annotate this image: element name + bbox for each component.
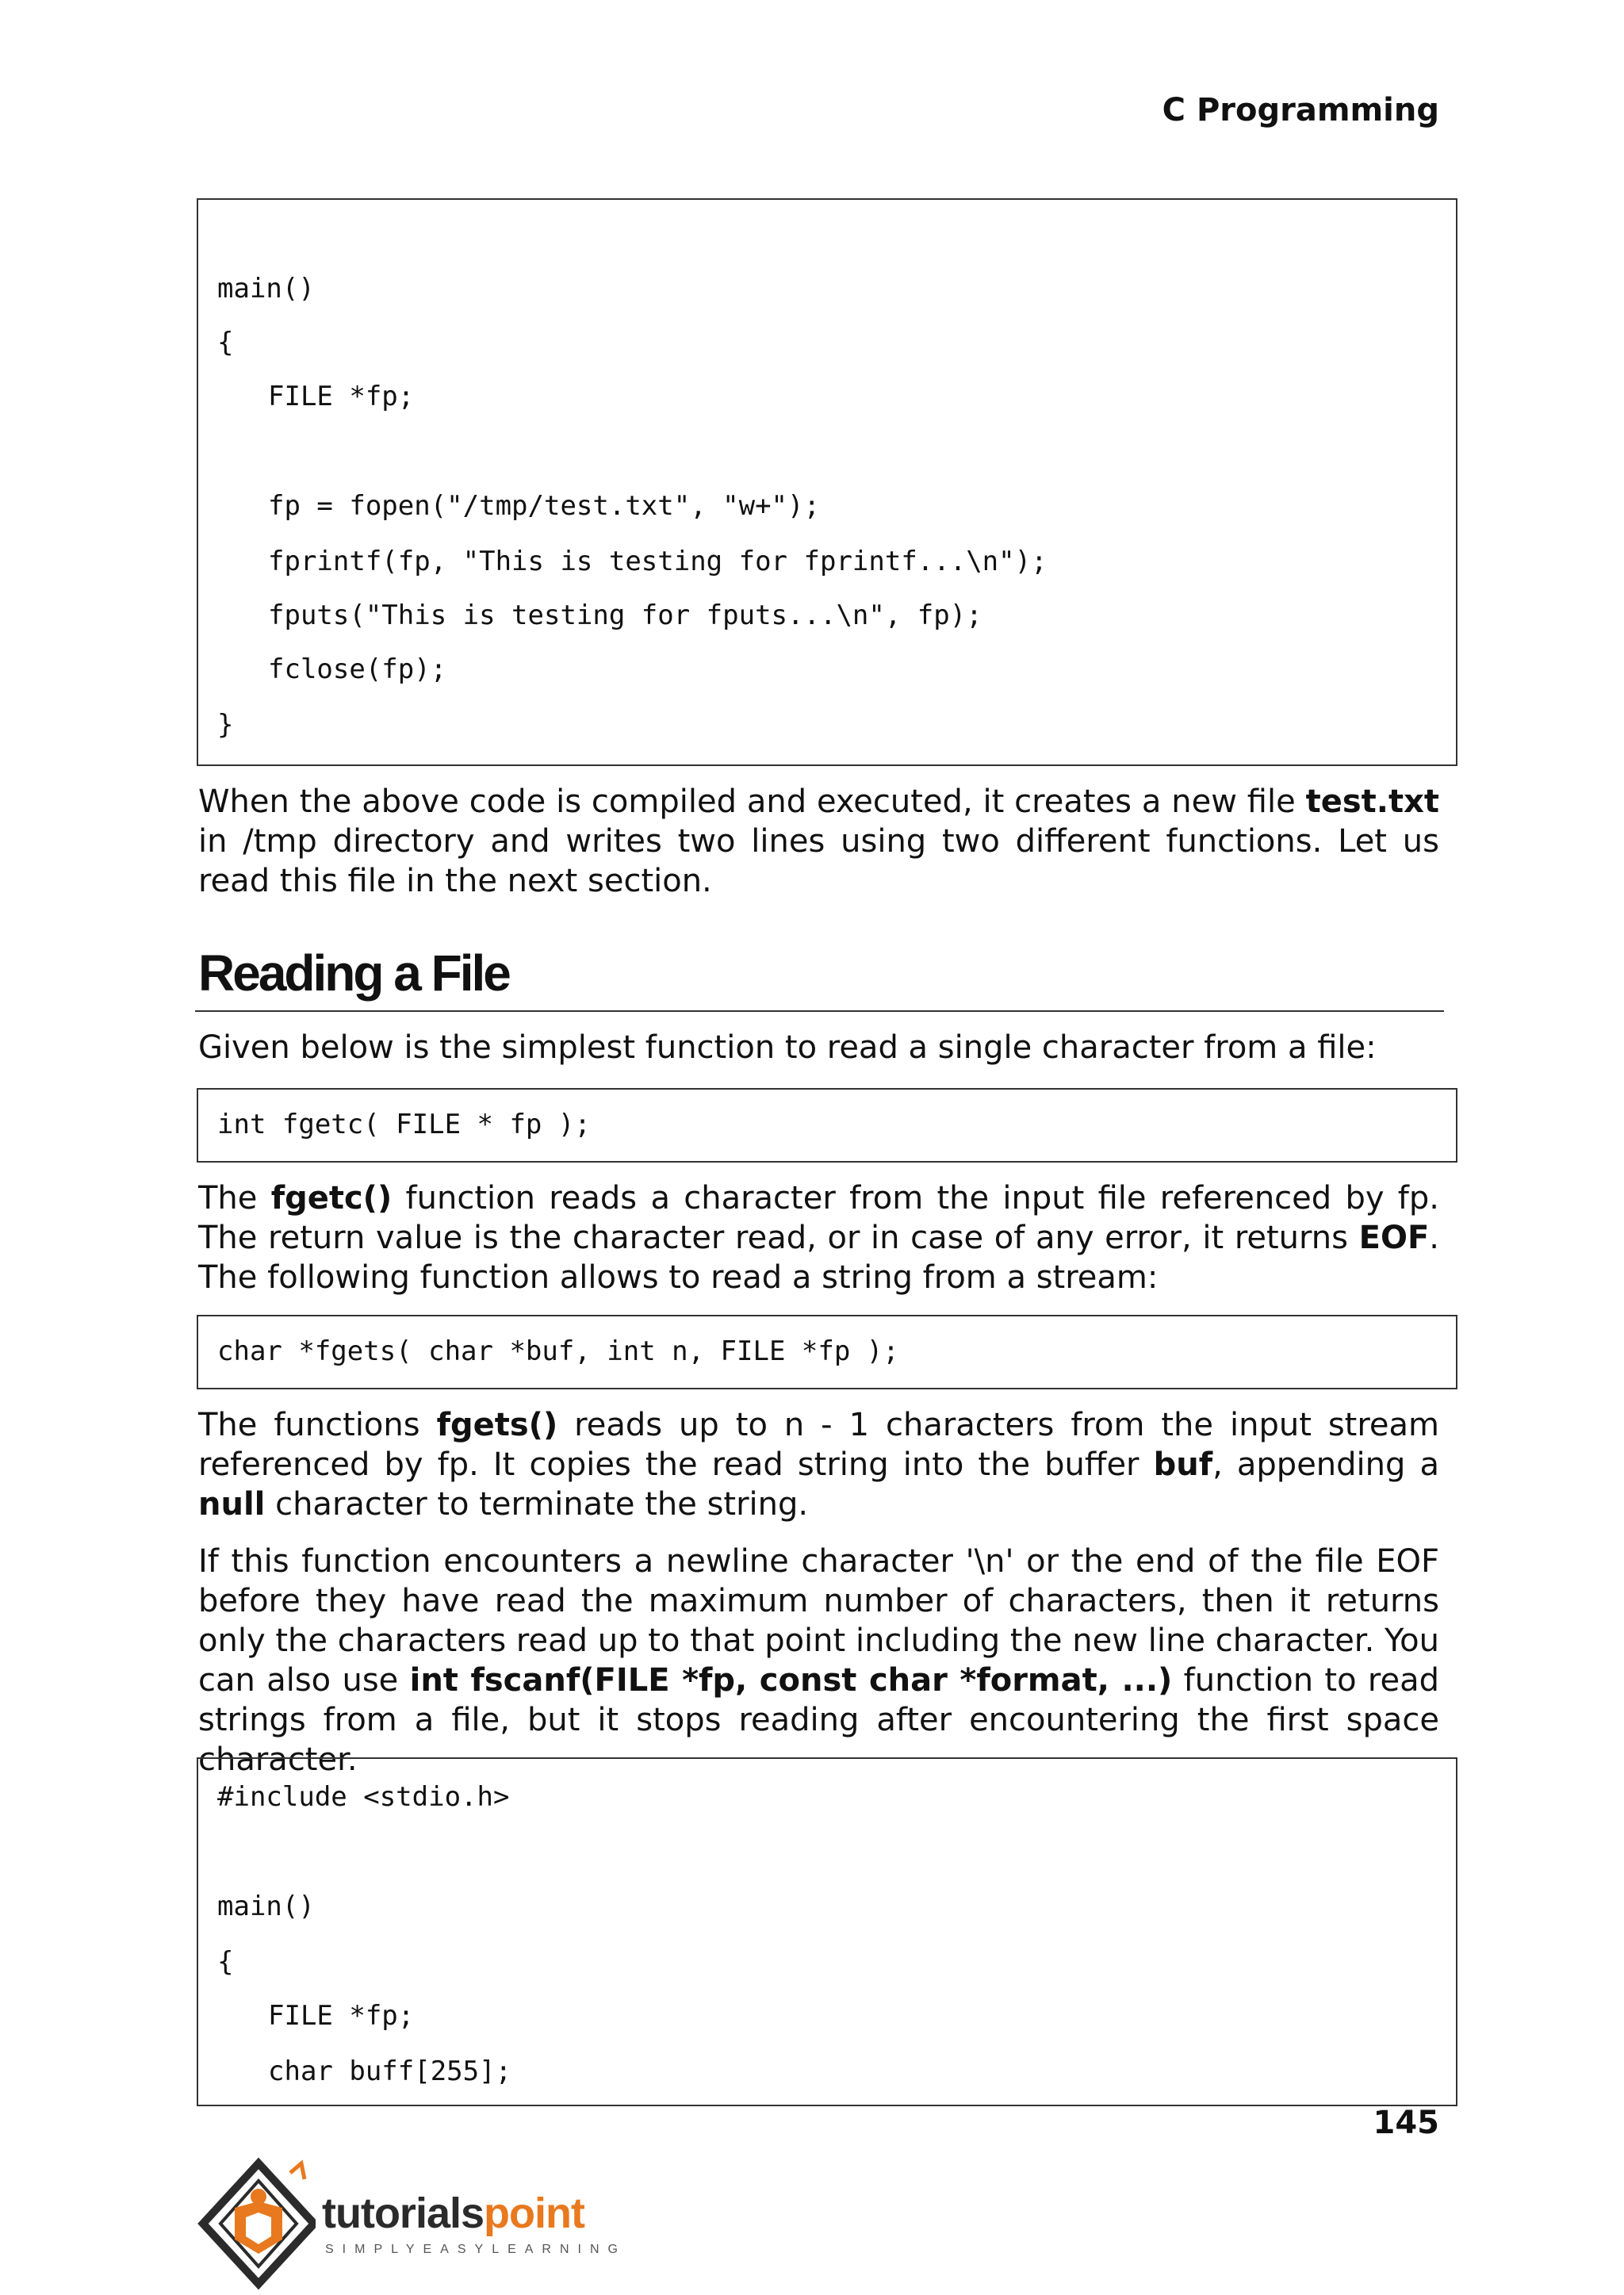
paragraph-file-created: When the above code is compiled and executed, it creates a new file test.txt in /tmp directory and writes two lines using two different functions. Let us read this file in the next section. bbox=[198, 784, 1439, 899]
code-line: main() bbox=[217, 1891, 315, 1922]
code-line: #include <stdio.h> bbox=[217, 1781, 510, 1813]
code-block-fgets bbox=[197, 1315, 1457, 1389]
paragraph-intro-fgetc: Given below is the simplest function to read a single character from a file: bbox=[198, 1029, 1377, 1066]
code-line: } bbox=[217, 709, 234, 741]
running-header: C Programming bbox=[1162, 92, 1439, 128]
section-heading: Reading a File bbox=[198, 944, 509, 1002]
page-number: 145 bbox=[1373, 2105, 1439, 2141]
logo-tagline: SIMPLYEASYLEARNING bbox=[325, 2243, 626, 2256]
code-line: fputs("This is testing for fputs...\n", fp); bbox=[268, 600, 982, 631]
code-line: char buff[255]; bbox=[268, 2056, 512, 2087]
paragraph-fgets: The functions fgets() reads up to n - 1 characters from the input stream referenced by fp. It copies the read string into the buffer buf, appending a null character to terminate the string. bbox=[198, 1407, 1440, 1523]
code-block-fscanf-example bbox=[197, 1757, 1457, 2106]
code-block-fgetc bbox=[197, 1088, 1457, 1163]
paragraph-fscanf: If this function encounters a newline character '\n' or the end of the file EOF before they have read the maximum number of characters, then it returns only the characters read up to that point including the new line character. You can also use int fscanf(FILE *fp, const char *format, ...) function to read strings from a file, but it stops reading after encountering the first space character. bbox=[198, 1543, 1439, 1778]
code-line: { bbox=[217, 327, 234, 358]
code-line: fprintf(fp, "This is testing for fprintf...\n"); bbox=[268, 546, 1048, 577]
section-divider bbox=[195, 1010, 1444, 1012]
code-line: FILE *fp; bbox=[268, 381, 415, 412]
code-line: int fgetc( FILE * fp ); bbox=[217, 1109, 591, 1140]
tutorialspoint-logo bbox=[197, 2157, 641, 2292]
logo-wordmark: tutorialspoint bbox=[322, 2190, 584, 2237]
code-line: char *fgets( char *buf, int n, FILE *fp ); bbox=[217, 1335, 899, 1367]
code-line: { bbox=[217, 1946, 234, 1978]
paragraph-fgetc: The fgetc() function reads a character from the input file referenced by fp. The return value is the character read, or in case of any error, it returns EOF. The following function allows to read a string from a stream: bbox=[198, 1180, 1439, 1296]
code-block-fopen bbox=[197, 198, 1457, 766]
code-line: fp = fopen("/tmp/test.txt", "w+"); bbox=[268, 490, 820, 522]
code-line: fclose(fp); bbox=[268, 653, 447, 685]
code-line: FILE *fp; bbox=[268, 2000, 415, 2032]
logo-diamond-icon bbox=[197, 2157, 316, 2292]
code-line: main() bbox=[217, 273, 315, 305]
